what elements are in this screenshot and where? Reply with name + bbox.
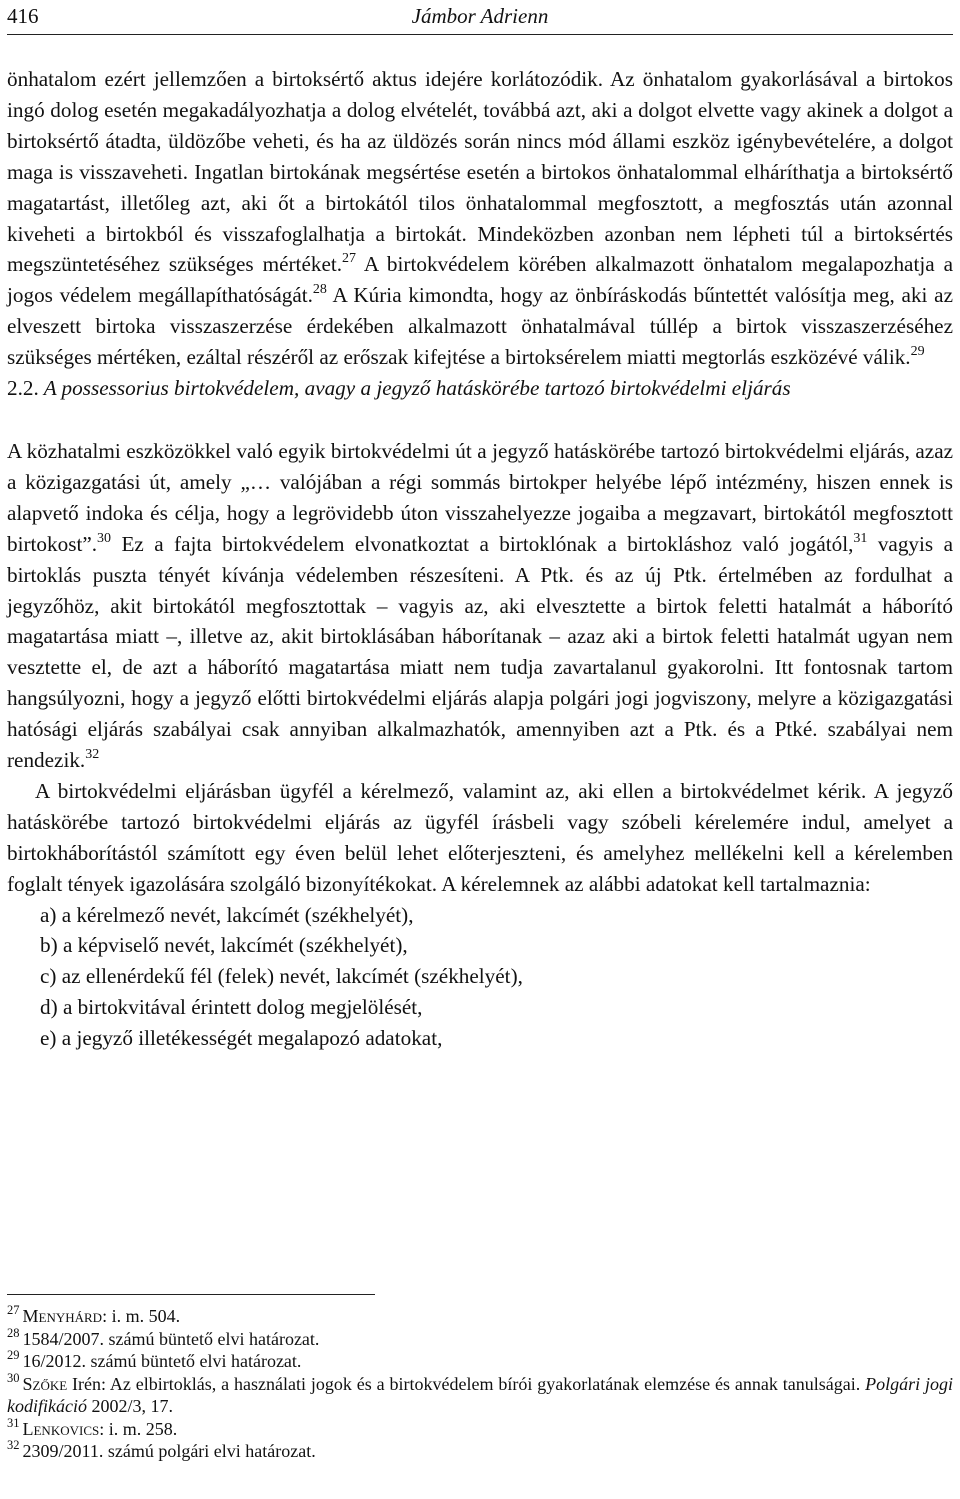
section-heading: [7, 373, 953, 404]
footnote-32: [7, 1440, 953, 1463]
footnote-ref-30[interactable]: 30: [97, 530, 112, 546]
footnote-28: [7, 1325, 953, 1351]
list-item: e) a jegyző illetékességét megalapozó adatokat,: [40, 1026, 443, 1051]
section-number: 2.2.: [7, 376, 39, 401]
footnote-author: Szőke: [22, 1373, 68, 1394]
paragraph-2: [7, 436, 953, 776]
footnote-text: : i. m. 258.: [99, 1418, 178, 1439]
list-item: c) az ellenérdekű fél (felek) nevét, lakcímét (székhelyét),: [40, 964, 523, 989]
section-title: A possessorius birtokvédelem, avagy a jegyző hatáskörébe tartozó birtokvédelmi eljárás: [43, 376, 791, 401]
footnote-ref-27[interactable]: 27: [342, 251, 357, 267]
footnote-number: 28: [7, 1325, 20, 1340]
paragraph-1-text-b: A birtokvédelem körében alkalmazott önhatalom megalapozhatja a jogos védelem megállapíthatóságát.: [7, 252, 953, 308]
footnote-number: 31: [7, 1415, 20, 1430]
paragraph-2-text-b: Ez a fajta birtokvédelem elvonatkoztat a birtoklónak a birtokláshoz való jogától,: [111, 531, 854, 556]
body-text: [7, 64, 953, 1054]
footnote-ref-32[interactable]: 32: [85, 747, 100, 763]
page-number: 416: [7, 4, 39, 28]
paragraph-1-text-a: önhatalom ezért jellemzően a birtoksértő aktus idejére korlátozódik. Az önhatalom gyakorlásával a birtokos ingó dolog esetén megakadályozhatja a dolog elvételét, továbbá azt, aki a dolgot elvette vagy akinek a dolgot a birtoksértő átadta, üldözőbe veheti, és ha az üldözés során nincs mód állami eszköz igénybevételére, a dolgot maga is visszaveheti. Ingatlan birtokának megsértése esetén a birtokos önhatalommal elháríthatja a birtoksértő magatartást, illetőleg azt, aki őt a birtokától tilos önhatalommal megfosztott, a megfosztás után azonnal kiveheti a birtokból és visszafoglalhatja a birtokát. Mindeközben azonban nem lépheti túl a birtoksértés megszüntetéséhez szükséges mértéket.: [7, 67, 953, 277]
paragraph-1: [7, 64, 953, 373]
footnote-ref-28[interactable]: 28: [312, 282, 327, 298]
footnotes: [7, 1305, 953, 1463]
list-item: a) a kérelmező nevét, lakcímét (székhelyét),: [40, 902, 414, 927]
paragraph-3: A birtokvédelmi eljárásban ügyfél a kérelmező, valamint az, aki ellen a birtokvédelmet kérik. A jegyző hatáskörébe tartozó birtokvédelmi eljárás az ügyfél írásbeli vagy szóbeli kérelemére indul, amelyet a birtokháborítástól számított egy éven belül lehet előterjeszteni, és amelyhez mellékelni kell a kérelemben foglalt tények igazolására szolgáló bizonyítékokat. A kérelemnek az alábbi adatokat kell tartalmaznia:: [7, 778, 953, 896]
list-item: b) a képviselő nevét, lakcímét (székhelyét),: [40, 933, 408, 958]
footnote-number: 32: [7, 1438, 20, 1452]
footnote-29: [7, 1350, 953, 1373]
footnote-31: [7, 1415, 953, 1441]
paragraph-1-text-c: A Kúria kimondta, hogy az önbíráskodás bűntettét valósítja meg, aki az elveszett birtoka visszaszerzése érdekében alkalmazott önhatalmával túllép a birtok visszaszerzéséhez szükséges mértéken, ezáltal részéről az erőszak kifejtése a birtoksérelem miatti megtorlás eszközévé válik.: [7, 283, 953, 370]
footnote-author: Lenkovics: [22, 1418, 100, 1439]
footnote-number: 29: [7, 1348, 20, 1362]
footnote-27: [7, 1305, 953, 1328]
footnote-text: Irén: Az elbirtoklás, a használati jogok és a birtokvédelem bírói gyakorlatának elemzése és annak tanulságai.: [67, 1373, 866, 1394]
footnote-author: Menyhárd: [22, 1306, 103, 1326]
footnote-ref-29[interactable]: 29: [910, 344, 925, 360]
footnote-text: 2309/2011. számú polgári elvi határozat.: [22, 1441, 316, 1461]
requirements-list: [7, 900, 953, 1055]
footnote-text: 2002/3, 17.: [86, 1396, 173, 1416]
running-head: Jámbor Adrienn: [411, 4, 549, 28]
page-header: [7, 0, 953, 35]
footnote-30: [7, 1370, 953, 1418]
spacer: [7, 404, 953, 436]
paragraph-2-text-a: A közhatalmi eszközökkel való egyik birtokvédelmi út a jegyző hatáskörébe tartozó birtokvédelmi eljárás, azaz a közigazgatási út, amely „… valójában a régi sommás birtokper helyébe lépő intézmény, hiszen ennek is alapvető indoka és célja, hogy a legrövidebb úton visszahelyezze jogaiba a megzavart, birtokától megfosztott birtokost”.: [7, 438, 953, 556]
list-item: d) a birtokvitával érintett dolog megjelölését,: [40, 995, 423, 1020]
footnote-journal: Polgári jogi kodifikáció: [7, 1373, 953, 1416]
footnote-number: 27: [7, 1303, 20, 1317]
footnote-number: 30: [7, 1370, 20, 1385]
footnote-divider: [7, 1294, 375, 1295]
footnote-text: : i. m. 504.: [102, 1306, 181, 1326]
footnote-text: 1584/2007. számú büntető elvi határozat.: [22, 1328, 320, 1349]
paragraph-2-text-c: vagyis a birtoklás puszta tényét kívánja védelemben részesíteni. A Ptk. és az új Ptk. értelmében az fordulhat a jegyzőhöz, akit birtokától megfosztottak – vagyis az, aki elvesztette a birtok feletti hatalmát a háborító magatartása miatt –, illetve az, akit birtoklásában háborítanak – azaz aki a birtok feletti hatalmát ugyan nem vesztette el, de azt a háborító magatartása miatt nem tudja zavartalanul gyakorolni. Itt fontosnak tartom hangsúlyozni, hogy a jegyző előtti birtokvédelmi eljárás alapja polgári jogi jogviszony, melyre a közigazgatási hatósági eljárás szabályai csak annyiban alkalmazhatók, amennyiben azt a Ptk. és a Ptké. szabályai nem rendezik.: [7, 531, 953, 773]
footnote-text: 16/2012. számú büntető elvi határozat.: [22, 1351, 302, 1371]
footnote-ref-31[interactable]: 31: [853, 530, 868, 546]
